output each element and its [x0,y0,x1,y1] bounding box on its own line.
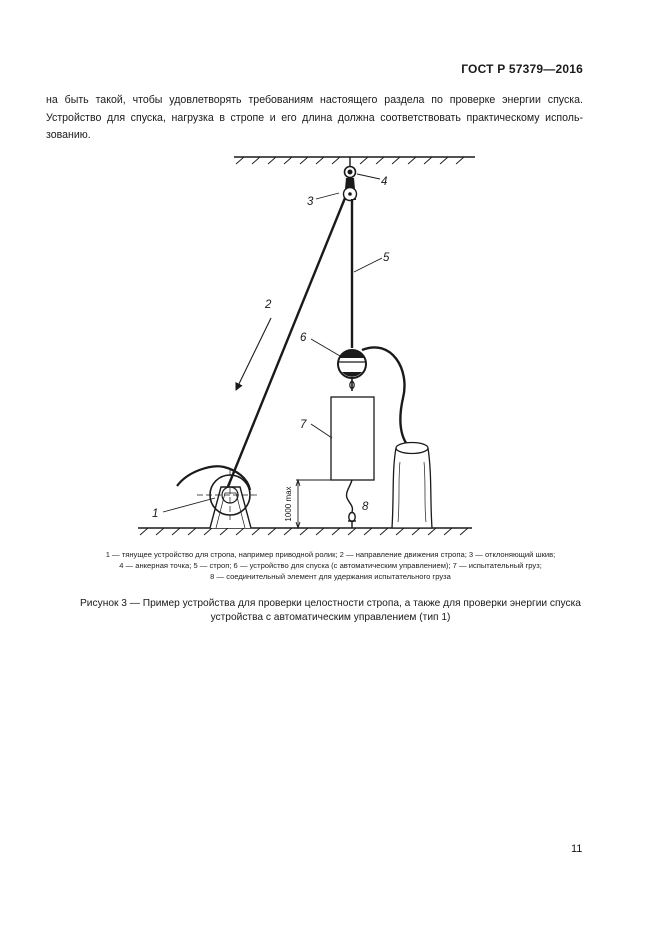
ceiling [234,157,475,164]
floor [138,528,472,535]
descender-device [338,350,366,391]
drive-roller [177,466,258,528]
figure-3-drawing [0,140,661,540]
body-paragraph [46,92,583,145]
legend-line: 8 — соединительный элемент для удержания испытательного груза [210,572,451,581]
page-number: 11 [571,843,583,855]
deflection-pulley [344,178,357,201]
legend-line: 1 — тянущее устройство для стропа, например приводной ролик; 2 — направление движения стропа; 3 — отклоняющий шкив; [105,550,556,559]
callout-3: 3 [307,196,314,208]
dimension-label: 1000 max [284,486,293,522]
callout-7: 7 [300,419,307,431]
caption-line: Рисунок 3 — Пример устройства для проверки целостности стропа, а также для проверки энергии спуска [80,598,581,609]
anchor-point [345,157,356,178]
callout-4: 4 [381,176,388,188]
body-line: зованию. [46,129,91,141]
callout-2: 2 [265,299,272,311]
body-line: Устройство для спуска, нагрузка в стропе и его длина должна соответствовать практическому исполь- [46,111,583,124]
rope-bag [392,443,432,529]
callout-6: 6 [300,332,307,344]
test-weight [331,397,374,480]
callout-5: 5 [383,252,390,264]
connecting-element [347,480,356,528]
figure-caption [30,597,631,625]
direction-arrow [236,318,271,390]
caption-line: устройства с автоматическим управлением (тип 1) [210,612,451,623]
document-header-standard-id: ГОСТ Р 57379—2016 [461,62,583,76]
legend-line: 4 — анкерная точка; 5 — строп; 6 — устройство для спуска (с автоматическим управлением); 7 — испытательный груз; [119,561,542,570]
callout-1: 1 [152,508,159,520]
figure-legend [30,549,631,582]
callout-8: 8 [362,501,369,513]
lanyard-diagonal [227,198,345,489]
body-line: на быть такой, чтобы удовлетворять требованиям настоящего раздела по проверке энергии спуска. [46,94,583,106]
dimension-line [296,480,331,528]
